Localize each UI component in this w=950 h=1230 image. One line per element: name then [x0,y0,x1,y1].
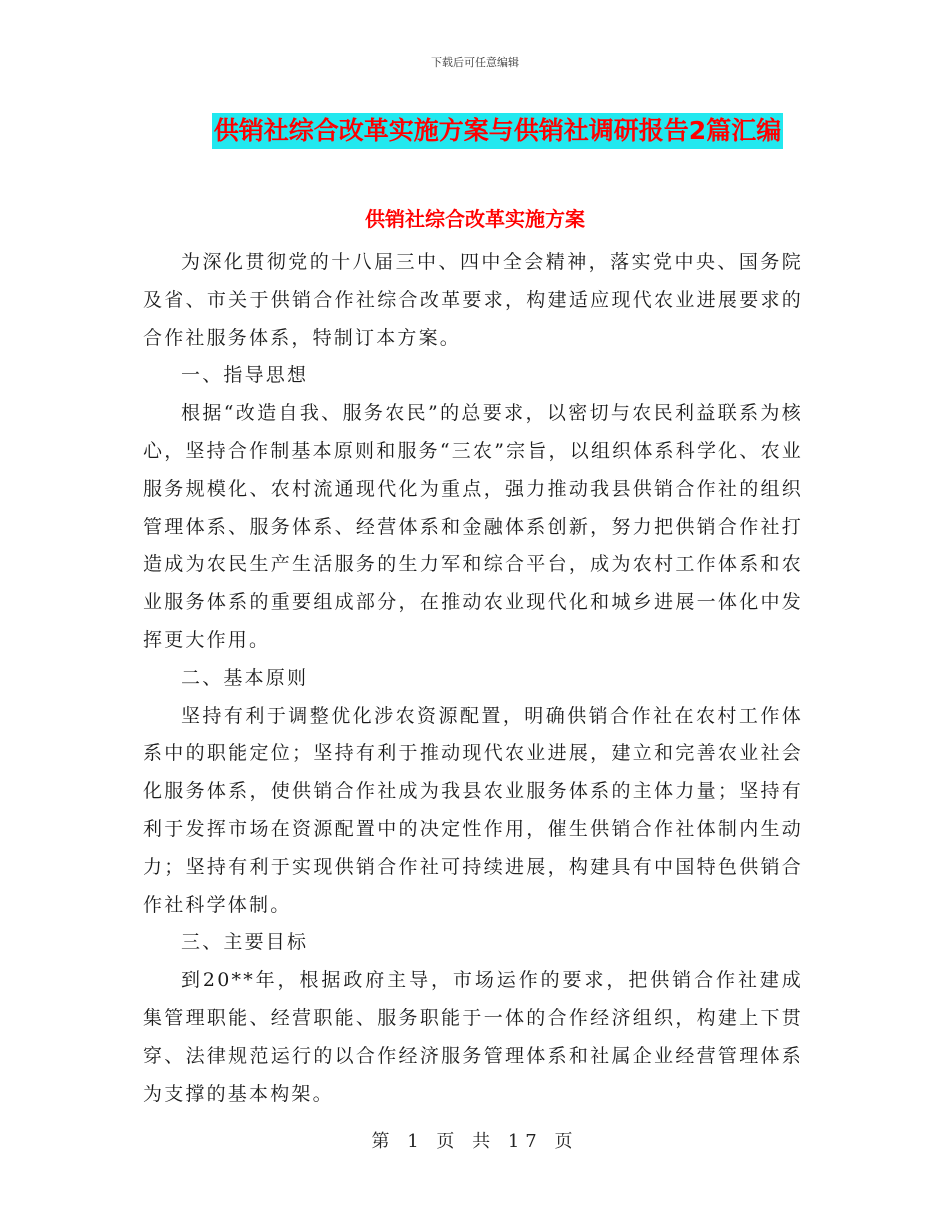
heading-main-goals: 三、主要目标 [181,931,309,954]
section-title: 供销社综合改革实施方案 [365,207,585,231]
heading-basic-principles: 二、基本原则 [181,666,309,689]
heading-guiding-ideology: 一、指导思想 [181,364,309,387]
document-title-container [0,113,950,149]
paragraph-intro: 为深化贯彻党的十八届三中、四中全会精神，落实党中央、国务院及省、市关于供销合作社综合改革要求，构建适应现代农业进展要求的合作社服务体系，特制订本方案。 [143,251,803,349]
paragraph-main-goals: 到20**年，根据政府主导，市场运作的要求，把供销合作社建成集管理职能、经营职能、服务职能于一体的合作经济组织，构建上下贯穿、法律规范运行的以合作经济服务管理体系和社属企业经营管理体系为支撑的基本构架。 [143,969,803,1105]
document-title: 供销社综合改革实施方案与供销社调研报告2篇汇编 [212,113,783,149]
document-body [143,244,803,1113]
page-footer: 第 1 页 共 17 页 [371,1131,579,1152]
paragraph-guiding-ideology: 根据“改造自我、服务农民”的总要求，以密切与农民利益联系为核心，坚持合作制基本原则和服务“三农”宗旨，以组织体系科学化、农业服务规模化、农村流通现代化为重点，强力推动我县供销合作社的组织管理体系、服务体系、经营体系和金融体系创新，努力把供销合作社打造成为农民生产生活服务的生力军和综合平台，成为农村工作体系和农业服务体系的重要组成部分，在推动农业现代化和城乡进展一体化中发挥更大作用。 [143,402,803,651]
header-note: 下载后可任意编辑 [431,56,519,69]
paragraph-basic-principles: 坚持有利于调整优化涉农资源配置，明确供销合作社在农村工作体系中的职能定位；坚持有利于推动现代农业进展，建立和完善农业社会化服务体系，使供销合作社成为我县农业服务体系的主体力量；坚持有利于发挥市场在资源配置中的决定性作用，催生供销合作社体制内生动力；坚持有利于实现供销合作社可持续进展，构建具有中国特色供销合作社科学体制。 [143,704,803,916]
